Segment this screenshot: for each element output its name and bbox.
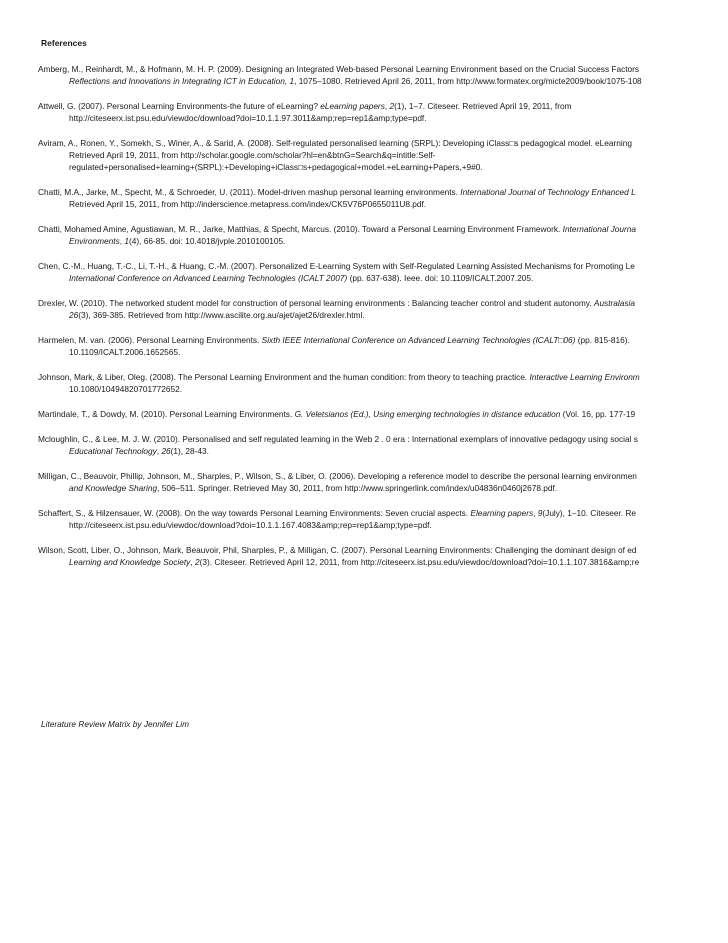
reference-line [38, 544, 728, 556]
reference-text: Chatti, M.A., Jarke, M., Specht, M., & Schroeder, U. (2011). Model-driven mashup personal learning environments. [38, 187, 461, 197]
reference-text: (July), 1–10. Citeseer. Re [542, 508, 637, 518]
references-heading: References [41, 38, 87, 48]
reference-text: Retrieved April 19, 2011, from http://scholar.google.com/scholar?hl=en&btnG=Search&q=intitle:Self- [69, 150, 436, 160]
reference-line [38, 75, 728, 87]
reference-line [38, 223, 728, 235]
reference-text: Chen, C.-M., Huang, T.-C., Li, T.-H., & Huang, C.-M. (2007). Personalized E-Learning System with Self-Regulated Learning Assisted Mechanisms for Promoting Le [38, 261, 635, 271]
reference-text: Mcloughlin, C., & Lee, M. J. W. (2010). Personalised and self regulated learning in the Web 2 . 0 era : International exemplars of innovative pedagogy using social s [38, 434, 638, 444]
reference-italic-text: 9 [537, 508, 543, 518]
reference-line [38, 235, 728, 247]
reference-italic-text: Environments [69, 236, 120, 246]
reference-italic-text: 2 [389, 101, 395, 111]
reference-text: , [119, 236, 125, 246]
reference-line [38, 445, 728, 457]
reference-text: , 506–511. Springer. Retrieved May 30, 2011, from http://www.springerlink.com/index/u04836n0460j2678.pdf. [157, 483, 558, 493]
reference-italic-text: 26 [69, 310, 79, 320]
reference-line [38, 63, 728, 75]
reference-italic-text: International Journal of Technology Enhanced L [460, 187, 636, 197]
reference-entry [38, 544, 728, 568]
reference-text: Johnson, Mark, & Liber, Oleg. (2008). The Personal Learning Environment and the human condition: from theory to teaching practice. [38, 372, 530, 382]
reference-text: Martindale, T., & Dowdy, M. (2010). Personal Learning Environments. [38, 409, 295, 419]
reference-line [38, 186, 728, 198]
reference-line [38, 112, 728, 124]
reference-text: Harmelen, M. van. (2006). Personal Learning Environments. [38, 335, 262, 345]
reference-entry [38, 63, 728, 87]
reference-entry [38, 470, 728, 494]
reference-line [38, 334, 728, 346]
reference-line [38, 137, 728, 149]
reference-italic-text: Interactive Learning Environm [529, 372, 640, 382]
page-footer: Literature Review Matrix by Jennifer Lim [41, 719, 190, 729]
reference-line [38, 519, 728, 531]
reference-italic-text: International Conference on Advanced Learning Technologies (ICALT 2007) [69, 273, 348, 283]
reference-line [38, 470, 728, 482]
reference-line [38, 297, 728, 309]
reference-text: (1), 1–7. Citeseer. Retrieved April 19, 2011, from [394, 101, 572, 111]
reference-text: (1), 28-43. [170, 446, 209, 456]
reference-line [38, 346, 728, 358]
reference-text: (Vol. 16, pp. 177-19 [560, 409, 636, 419]
reference-line [38, 309, 728, 321]
reference-text: Wilson, Scott, Liber, O., Johnson, Mark, Beauvoir, Phil, Sharples, P., & Milligan, C. (2007). Personal Learning Environments: Challenging the dominant design of ed [38, 545, 637, 555]
reference-italic-text: Learning and Knowledge Society [69, 557, 191, 567]
reference-text: http://citeseerx.ist.psu.edu/viewdoc/download?doi=10.1.1.97.3011&amp;rep=rep1&amp;type=pdf. [69, 113, 427, 123]
reference-italic-text: 2 [194, 557, 200, 567]
reference-text: http://citeseerx.ist.psu.edu/viewdoc/download?doi=10.1.1.167.4083&amp;rep=rep1&amp;type=pdf. [69, 520, 432, 530]
reference-text: 10.1080/10494820701772652. [69, 384, 183, 394]
reference-text: Attwell, G. (2007). Personal Learning Environments-the future of eLearning? [38, 101, 321, 111]
reference-line [38, 198, 728, 210]
reference-line [38, 272, 728, 284]
reference-text: (pp. 815-816). [575, 335, 630, 345]
reference-italic-text: 1 [124, 236, 129, 246]
reference-text: Milligan, C., Beauvoir, Phillip, Johnson, M., Sharples, P., Wilson, S., & Liber, O. (2006). Developing a reference model to describe the personal learning environmen [38, 471, 637, 481]
reference-line [38, 556, 728, 568]
reference-entry [38, 507, 728, 531]
reference-entry [38, 186, 728, 210]
reference-entry [38, 371, 728, 395]
reference-text: (pp. 637-638). Ieee. doi: 10.1109/ICALT.2007.205. [347, 273, 534, 283]
reference-text: Aviram, A., Ronen, Y., Somekh, S., Winer, A., & Sarid, A. (2008). Self-regulated personalised learning (SRPL): Developing iClass□s pedagogical model. eLearning [38, 138, 632, 148]
reference-text: , [384, 101, 390, 111]
reference-italic-text: International Journa [562, 224, 636, 234]
reference-entry [38, 408, 728, 420]
reference-line [38, 100, 728, 112]
reference-text: , [533, 508, 538, 518]
reference-line [38, 371, 728, 383]
reference-italic-text: and Knowledge Sharing [69, 483, 158, 493]
reference-italic-text: Australasia [593, 298, 635, 308]
reference-italic-text: G. Veletsianos (Ed.), Using emerging technologies in distance education [294, 409, 561, 419]
reference-list [38, 63, 728, 568]
reference-text: 10.1109/ICALT.2006.1652565. [69, 347, 181, 357]
reference-italic-text: 26 [161, 446, 171, 456]
reference-text: , [156, 446, 162, 456]
reference-text: (3), 369-385. Retrieved from http://www.ascilite.org.au/ajet/ajet26/drexler.html. [78, 310, 365, 320]
reference-italic-text: Sixth IEEE International Conference on Advanced Learning Technologies (ICALT□06) [261, 335, 576, 345]
reference-italic-text: Elearning papers [470, 508, 534, 518]
reference-text: (3). Citeseer. Retrieved April 12, 2011, from http://citeseerx.ist.psu.edu/viewdoc/download?doi=10.1.1.107.3816&amp;re [199, 557, 640, 567]
reference-line [38, 408, 728, 420]
reference-entry [38, 334, 728, 358]
reference-entry [38, 433, 728, 457]
reference-line [38, 149, 728, 161]
reference-line [38, 433, 728, 445]
reference-text: regulated+personalised+learning+(SRPL):+Developing+iClass□s+pedagogical+model.+eLearning+Papers,+9#0. [69, 162, 483, 172]
reference-line [38, 260, 728, 272]
reference-italic-text: Reflections and Innovations in Integrating ICT in Education, 1 [69, 76, 295, 86]
reference-italic-text: eLearning papers [320, 101, 385, 111]
reference-line [38, 383, 728, 395]
reference-text: Drexler, W. (2010). The networked student model for construction of personal learning environments : Balancing teacher control and student autonomy. [38, 298, 594, 308]
reference-text: Amberg, M., Reinhardt, M., & Hofmann, M. H. P. (2009). Designing an Integrated Web-based Personal Learning Environment based on the Crucial Success Factors [38, 64, 640, 74]
reference-text: , 1075–1080. Retrieved April 26, 2011, from http://www.formatex.org/micte2009/book/1075-108 [294, 76, 642, 86]
reference-text: Retrieved April 15, 2011, from http://inderscience.metapress.com/index/CK5V76P0655011U8.pdf. [69, 199, 427, 209]
reference-entry [38, 223, 728, 247]
reference-italic-text: Educational Technology [69, 446, 157, 456]
references-page [38, 38, 728, 581]
reference-text: (4), 66-85. doi: 10.4018/jvple.2010100105. [128, 236, 286, 246]
reference-line [38, 507, 728, 519]
reference-text: Schaffert, S., & Hilzensauer, W. (2008). On the way towards Personal Learning Environments: Seven crucial aspects. [38, 508, 471, 518]
reference-entry [38, 297, 728, 321]
reference-text: Chatti, Mohamed Amine, Agustiawan, M. R., Jarke, Matthias, & Specht, Marcus. (2010). Toward a Personal Learning Environment Framework. [38, 224, 563, 234]
reference-line [38, 161, 728, 173]
reference-line [38, 482, 728, 494]
reference-entry [38, 100, 728, 124]
reference-entry [38, 137, 728, 173]
reference-entry [38, 260, 728, 284]
reference-text: , [190, 557, 195, 567]
